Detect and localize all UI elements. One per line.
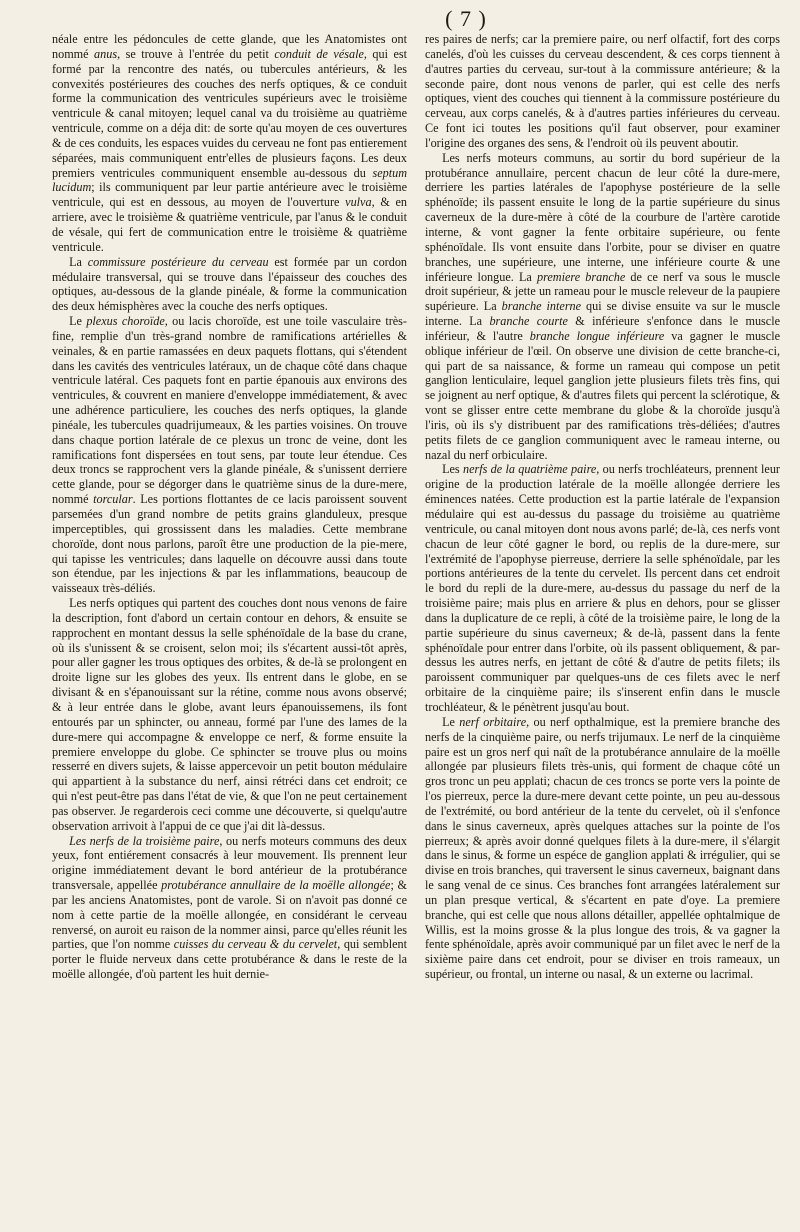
text-columns: [52, 32, 780, 982]
italic-term: conduit de vésale: [274, 46, 364, 61]
text-run: , se trouve à l'entrée du petit: [117, 46, 275, 61]
text-run: néale entre les pédoncules de cette glande, que les Anatomistes ont nommé: [52, 32, 407, 61]
page-number: ( 7 ): [445, 6, 487, 31]
text-run: & inférieure s'enfonce dans le muscle inférieur, & l'autre: [425, 314, 781, 343]
text-run: Les: [442, 462, 463, 477]
italic-term: anus: [94, 46, 118, 61]
paragraph: [52, 596, 407, 834]
italic-term: branche interne: [501, 299, 582, 314]
italic-term: premiere branche: [537, 269, 626, 284]
paragraph: [425, 151, 780, 463]
text-run: qui se divise ensuite va sur le muscle interne. La: [425, 299, 780, 329]
paragraph: [425, 462, 780, 714]
text-run: ; & par les anciens Anatomistes, pont de varole. Si on n'avoit pas donné ce nom à cette partie de la moëlle allongée, en considérant le cerveau renversé, on auroit eu raison de la nommer ainsi, parce qu'elles réunit les parties, que l'on nomme: [52, 878, 407, 952]
italic-term: torcular: [93, 492, 133, 507]
italic-term: Les nerfs de la troisième paire: [69, 833, 220, 848]
text-run: Le: [69, 314, 87, 329]
text-run: , ou nerf opthalmique, est la premiere branche des nerfs de la cinquième paire, ou nerfs trijumaux. Le nerf de la cinquième paire est un gros nerf qui naît de la protubérance annulaire de la moëlle allongée par plusieurs filets très-unis, qui forment de chaque côté un gros tronc un peu applati; chacun de ces troncs se porte vers la pointe de l'os pierreux, perce la dure-mere devant cette pointe, un peu au-dessous de l'extrémité, ou bord antérieur de la tente du cervelet, où il s'enfonce dans le sinus caverneux, après quelques attaches sur la pointe de l'os pierreux; & après avoir donné quelques filets à la dure-mere, il s'élargit dans le sinus, & forme un espéce de ganglion applati & irrégulier, qui se divise en trois branches, qui traversent le sinus caverneux, baignant dans le sang venal de ce sinus. Ces branches font arrangées latéralement sur un plan presque vertical, & s'écartent en pate d'oye. La premiere branche, qui est celle que nous allons détailler, appellée ophtalmique de Willis, est la moins grosse & la plus longue des trois, & va gagner la fente sphénoïdale, après avoir communiqué par un filet avec le nerf de la sixième paire dans cet endroit, pour se diviser en trois rameaux, un supérieur, ou frontal, un interne ou nasal, & un externe ou lacrimal.: [425, 714, 781, 982]
italic-term: nerf orbitaire: [459, 714, 527, 729]
text-run: est formée par un cordon médulaire transversal, qui se trouve dans l'épaisseur des couches des optiques, au-dessous de la glande pinéale, & forme la communication des deux hémisphères avec la couche des nerfs optiques.: [52, 254, 408, 314]
text-run: , qui semblent porter le fluide nerveux dans cette protubérance & dans le reste de la moëlle allongée, d'où partent les huit dernie-: [52, 937, 407, 982]
text-run: , ou nerfs moteurs communs des deux yeux, font entiérement consacrés à leur mouvement. Ils prennent leur origine immédiatement devant le bord antérieur de la protubérance transversale, appellée: [52, 833, 407, 893]
text-run: de ce nerf va sous le muscle droit supérieur, & jette un rameau pour le muscle releveur de la paupiere supérieure. La: [425, 269, 781, 314]
text-run: va gagner le muscle oblique inférieur de l'œil. On observe une division de cette branche-ci, qui part de sa naissance, & forme un rameau qui compose un petit ganglion lenticulaire, lequel ganglion jette plusieurs filets très fins, qui se joignent au nerf optique, & d'autres filets qui percent la sclérotique, & vont se glisser entre cette membrane du globe & la choroïde jusqu'à l'iris, où ils s'y distribuent par des ramifications très-déliées; d'autres petits filets de ce ganglion communiquent avec le rameau interne, ou nazal du nerf orbiculaire.: [425, 328, 780, 462]
italic-term: commissure postérieure du cerveau: [87, 254, 269, 269]
italic-term: protubérance annullaire de la moëlle allongée: [161, 878, 391, 893]
italic-term: vulva: [345, 195, 372, 210]
italic-term: branche longue inférieure: [529, 328, 665, 343]
italic-term: cuisses du cerveau & du cervelet: [173, 937, 338, 952]
text-run: res paires de nerfs; car la premiere paire, ou nerf olfactif, fort des corps canelés, d'où les cuisses du cerveau descendent, & ces corps tiennent à d'autres parties du cerveau, sur-tout à la commissure antérieure; & la seconde paire, dont nous venons de parler, qui est celle des nerfs optiques, vient des couches qui tiennent à la commissure postérieure du cerveau, aux corps canelés, & à d'autres parties inférieures du cerveau. Ce font ici toutes les positions qu'il faut observer, pour examiner l'origine des organes des sens, & l'endroit où ils peuvent aboutir.: [425, 32, 780, 150]
text-run: La: [69, 254, 88, 269]
paragraph: [52, 32, 407, 255]
text-run: ; ils communiquent par leur partie antérieure avec le troisième ventricule, qui est en dessous, au moyen de l'ouverture: [52, 180, 407, 210]
text-run: Les nerfs moteurs communs, au sortir du bord supérieur de la protubérance annullaire, percent chacun de leur côté la dure-mere, derriere les parties latérales de l'apophyse postérieure de la selle sphénoïde; ils passent ensuite le long de la partie supérieure du sinus caverneux de la dure-mère à côté de la courbure de l'artère carotide interne, & vont gagner la fente orbitaire supérieure, ou fente sphénoïdale. Ils vont ensuite dans l'orbite, pour se diviser en quatre branches, une supérieure, une interne, une inférieure courte & une inférieure longue. La: [425, 150, 780, 284]
text-run: Les nerfs optiques qui partent des couches dont nous venons de faire la description, font d'abord un certain contour en dehors, & ensuite se rapprochent en montant dessus la selle sphénoïdale de la base du crane, où ils s'unissent & se croisent, selon moi; ils s'écartent aussi-tôt après, pour aller gagner les trous optiques des orbites, & de-là se prolongent en droite ligne sur les globes des yeux. Ils entrent dans le globe, en se divisant & en s'épanouissant sur la rétine, comme nous avons observé; & à leur entrée dans le globe, avant leurs épanouissemens, ils font entourés par un sphincter, ou anneau, formé par l'une des lames de la dure-mere qui accompagne & enveloppe ce nerf, & forme ensuite la premiere enveloppe du globe. Ce sphincter se trouve plus ou moins resserré en divers sujets, & laisse appercevoir un petit bouton médulaire qui appartient à la substance du nerf, ainsi rétréci dans cet endroit; ce qui n'est peut-être pas dans l'état de vie, & que l'on ne peut certainement pas observer. Je regarderois ceci comme une découverte, si quelqu'autre observation arrivoit à l'appui de ce que j'ai dit là-dessus.: [52, 596, 407, 833]
text-run: , ou lacis choroïde, est une toile vasculaire très-fine, remplie d'un très-grand nombre de ramifications artérielles & veinales, & en partie ramassées en deux paquets flottans, qui s'étendent dans les cavités des ventricules latéraux, un de chaque côté dans chaque ventricule latéral. Ces paquets font en partie épanouis aux environs des ventricules, & couvrent en maniere d'enveloppe immédiatement, & avec une adhérence particuliere, les couches des nerfs optiques, la glande pinéale, les tubercules quadrijumeaux, & les parties voisines. On trouve dans chaque portion latérale de ce plexus un tronc de veine, dont les ramifications font dispersées en tout sens, par toute leur étendue. Ces deux troncs se rapprochent vers la glande pinéale, & s'unissent derriere cette glande, pour se dégorger dans le quatrième sinus de la dure-mere, nommé: [52, 314, 407, 507]
paragraph: [52, 255, 407, 314]
text-run: Le: [442, 714, 460, 729]
text-run: . Les portions flottantes de ce lacis paroissent souvent parsemées d'un grand nombre de petits grains glanduleux, presque imperceptibles, qui grossissent dans les maladies. Cette membrane choroïde, dont nous parlons, paroît être une production de la pie-mere, qui tapisse les ventricules; dans laquelle on découvre aussi dans toute son étendue, par les injections & par les inflammations, beaucoup de vaisseaux très-déliés.: [52, 492, 407, 596]
paragraph: [52, 834, 407, 982]
paragraph: [425, 715, 780, 982]
text-run: , qui est formé par la rencontre des natés, ou tubercules antérieurs, & les convexités postérieures des couches des nerfs optiques, & ce conduit forme la communication des ventricules supérieurs avec le troisième ventricule & canal mitoyen; lequel canal va du troisième au quatrième ventricule, comme on a déja dit: de sorte qu'au moyen de ces ouvertures & de ces conduits, les espaces vuides du cerveau ne font pas entierement séparées, mais communiquent entr'elles de plusieurs façons. Les deux premiers ventricules communiquent ensemble au-dessous du: [52, 46, 408, 180]
right-column: [425, 32, 780, 982]
text-run: , ou nerfs trochléateurs, prennent leur origine de la production latérale de la moëlle allongée derriere les éminences natées. Cette production est la partie latérale de l'expansion médulaire qui est au-dessus du passage du troisième au quatrième ventricule, ou canal mitoyen dont nous avons parlé; de-là, ces nerfs vont chacun de leur côté gagner le bord, ou replis de la dure-mere, sur l'extrémité de l'apophyse pierreuse, derriere la selle sphénoïdale, par les portions antérieures de la tente du cervelet. Ils percent dans cet endroit le bord du repli de la dure-mere, au-dessus du passage du nerf de la troisième paire; mais plus en arriere & plus en dehors, pour se glisser dans la duplicature de ce repli, à côté de la troisième paire, le long de la partie supérieure du sinus caverneux; & de-là, passent dans la fente sphénoïdale pour entrer dans l'orbite, où ils passent obliquement, & par-dessus les autres nerfs, en jettant de côté & d'autre de petits filets; ils paroissent communiquer par quelques-uns de ces filets avec le nerf orbitaire de la cinquième paire; ils s'inserent enfin dans le muscle trochléateur, & le pénètrent jusqu'au bout.: [425, 462, 780, 714]
text-run: , & en arriere, avec le troisième & quatrième ventricule, par l'anus & le conduit de vésale, qui fert de communication entre le troisième & quatrième ventricule.: [52, 195, 408, 254]
paragraph: [425, 32, 780, 151]
italic-term: plexus choroïde: [86, 314, 165, 329]
italic-term: nerfs de la quatrième paire: [462, 462, 597, 477]
italic-term: branche courte: [489, 314, 568, 329]
left-column: [52, 32, 407, 982]
italic-term: septum lucidum: [52, 165, 407, 195]
paragraph: [52, 314, 407, 596]
